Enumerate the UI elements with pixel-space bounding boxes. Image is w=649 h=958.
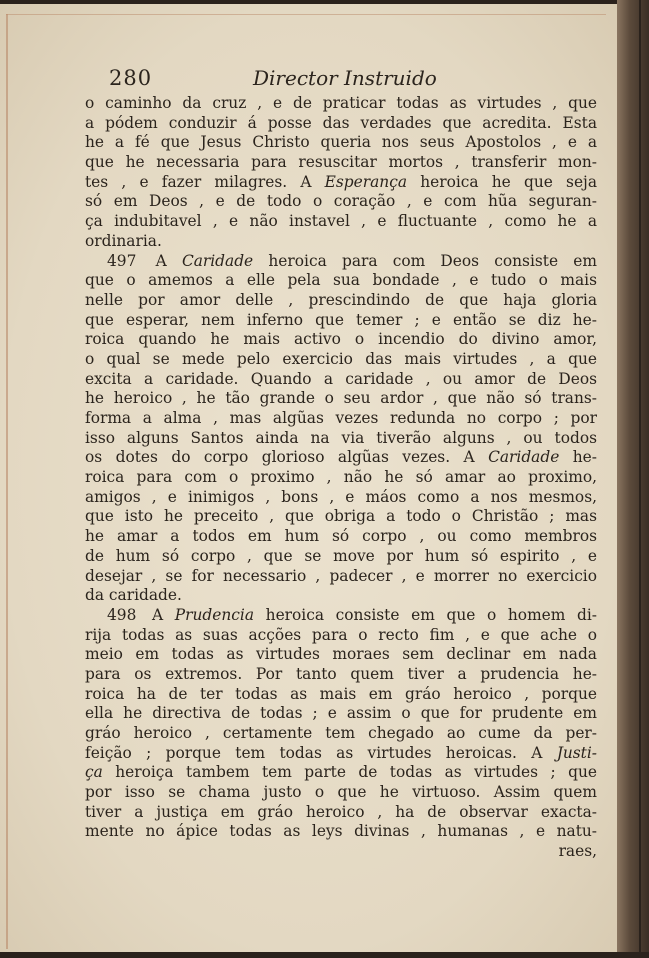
line-text: da caridade. bbox=[85, 586, 182, 605]
text-line bbox=[85, 567, 597, 587]
text-line bbox=[85, 704, 597, 724]
italic-term: Justi- bbox=[556, 743, 597, 762]
text-line bbox=[85, 586, 597, 606]
line-text: tiver a justiça em gráo heroico , ha de observar exacta- bbox=[85, 802, 597, 821]
line-text: heroica para com Deos consiste em bbox=[253, 251, 597, 270]
page-header bbox=[85, 66, 597, 94]
book-gutter bbox=[617, 0, 649, 958]
text-line bbox=[85, 114, 597, 134]
line-text: que esperar, nem inferno que temer ; e então se diz he- bbox=[85, 310, 597, 329]
line-text: gráo heroico , certamente tem chegado ao cume da per- bbox=[85, 724, 597, 742]
line-text: o caminho da cruz , e de praticar todas as virtudes , que bbox=[85, 94, 597, 112]
text-body bbox=[85, 94, 597, 862]
text-line bbox=[85, 842, 597, 862]
line-text: roica quando he mais activo o incendio do divino amor, bbox=[85, 330, 597, 349]
paragraph-start-line bbox=[85, 606, 597, 626]
text-line bbox=[85, 94, 597, 114]
text-line bbox=[85, 488, 597, 508]
italic-term: Esperança bbox=[324, 172, 407, 191]
line-text: heroica he que seja bbox=[407, 172, 597, 191]
text-line bbox=[85, 271, 597, 291]
line-text: excita a caridade. Quando a caridade , ou amor de Deos bbox=[85, 369, 597, 388]
line-text: he- bbox=[559, 448, 597, 467]
paragraph-start-line bbox=[85, 252, 597, 272]
italic-term: Caridade bbox=[488, 448, 560, 467]
text-line bbox=[85, 311, 597, 331]
text-line bbox=[85, 626, 597, 646]
text-line bbox=[85, 350, 597, 370]
line-text: he a fé que Jesus Christo queria nos seus Apostolos , e a bbox=[85, 133, 597, 152]
line-text: só em Deos , e de todo o coração , e com hũa seguran- bbox=[85, 192, 597, 211]
line-text: heroica consiste em que o homem di- bbox=[254, 605, 597, 624]
text-line bbox=[85, 429, 597, 449]
line-text: que isto he preceito , que obriga a todo o Christão ; mas bbox=[85, 507, 597, 526]
text-line bbox=[85, 370, 597, 390]
page-content bbox=[85, 66, 597, 862]
bottom-edge bbox=[0, 952, 649, 958]
text-line bbox=[85, 547, 597, 567]
text-line bbox=[85, 822, 597, 842]
line-text: roica ha de ter todas as mais em gráo heroico , porque bbox=[85, 684, 597, 703]
line-text: he heroico , he tão grande o seu ardor , que não só trans- bbox=[85, 389, 597, 408]
italic-term: ça bbox=[85, 763, 103, 782]
italic-term: Prudencia bbox=[174, 605, 255, 624]
line-text: rija todas as suas acções para o recto fim , e que ache o bbox=[85, 625, 597, 644]
page-border-left bbox=[6, 14, 8, 949]
line-text: A bbox=[140, 605, 175, 624]
line-text: de hum só corpo , que se move por hum só espirito , e bbox=[85, 546, 597, 565]
line-text: amigos , e inimigos , bons , e máos como a nos mesmos, bbox=[85, 487, 597, 506]
text-line bbox=[85, 153, 597, 173]
line-text: feição ; porque tem todas as virtudes heroicas. A bbox=[85, 743, 557, 762]
text-line bbox=[85, 409, 597, 429]
text-line bbox=[85, 133, 597, 153]
text-line bbox=[85, 783, 597, 803]
line-text: ella he directiva de todas ; e assim o que for prudente em bbox=[85, 704, 597, 723]
book-page bbox=[0, 4, 620, 954]
text-line bbox=[85, 685, 597, 705]
text-line bbox=[85, 724, 597, 744]
line-text: isso alguns Santos ainda na via tiverão alguns , ou todos bbox=[85, 428, 597, 447]
text-line bbox=[85, 291, 597, 311]
text-line bbox=[85, 763, 597, 783]
line-text: ordinaria. bbox=[85, 231, 162, 250]
line-text: que o amemos a elle pela sua bondade , e tudo o mais bbox=[85, 271, 597, 290]
line-text: ça indubitavel , e não instavel , e fluctuante , como he a bbox=[85, 212, 597, 231]
line-text: roica para com o proximo , não he só amar ao proximo, bbox=[85, 468, 597, 487]
line-text: que he necessaria para resuscitar mortos , transferir mon- bbox=[85, 153, 597, 172]
line-text: raes, bbox=[558, 842, 597, 861]
text-line bbox=[85, 507, 597, 527]
paragraph-number: 497 bbox=[107, 251, 137, 270]
text-line bbox=[85, 645, 597, 665]
text-line bbox=[85, 330, 597, 350]
gutter-line bbox=[639, 0, 641, 958]
line-text: forma a alma , mas algũas vezes redunda no corpo ; por bbox=[85, 409, 597, 427]
line-text: o qual se mede pelo exercicio das mais virtudes , a que bbox=[85, 349, 597, 368]
line-text: he amar a todos em hum só corpo , ou como membros bbox=[85, 527, 597, 546]
text-line bbox=[85, 448, 597, 468]
text-line bbox=[85, 665, 597, 685]
text-line bbox=[85, 468, 597, 488]
line-text: mente no ápice todas as leys divinas , humanas , e natu- bbox=[85, 822, 597, 841]
line-text: meio em todas as virtudes moraes sem declinar em nada bbox=[85, 645, 597, 664]
italic-term: Caridade bbox=[181, 251, 254, 270]
line-text: para os extremos. Por tanto quem tiver a prudencia he- bbox=[85, 664, 597, 683]
line-text: os dotes do corpo glorioso algũas vezes. A bbox=[85, 448, 489, 467]
line-text: por isso se chama justo o que he virtuoso. Assim quem bbox=[85, 783, 597, 802]
line-text: A bbox=[140, 251, 182, 270]
line-text: nelle por amor delle , prescindindo de que haja gloria bbox=[85, 290, 597, 309]
running-title: Director Instruido bbox=[253, 66, 437, 90]
text-line bbox=[85, 212, 597, 232]
text-line bbox=[85, 527, 597, 547]
text-line bbox=[85, 173, 597, 193]
text-line bbox=[85, 803, 597, 823]
page-number: 280 bbox=[109, 66, 153, 90]
paragraph-number: 498 bbox=[107, 605, 137, 624]
text-line bbox=[85, 232, 597, 252]
line-text: desejar , se for necessario , padecer , e morrer no exercicio bbox=[85, 566, 597, 585]
text-line bbox=[85, 192, 597, 212]
line-text: heroiça tambem tem parte de todas as virtudes ; que bbox=[102, 763, 597, 782]
text-line bbox=[85, 744, 597, 764]
text-line bbox=[85, 389, 597, 409]
line-text: a pódem conduzir á posse das verdades que acredita. Esta bbox=[85, 113, 597, 132]
line-text: tes , e fazer milagres. A bbox=[85, 172, 325, 191]
page-border-top bbox=[6, 14, 606, 15]
